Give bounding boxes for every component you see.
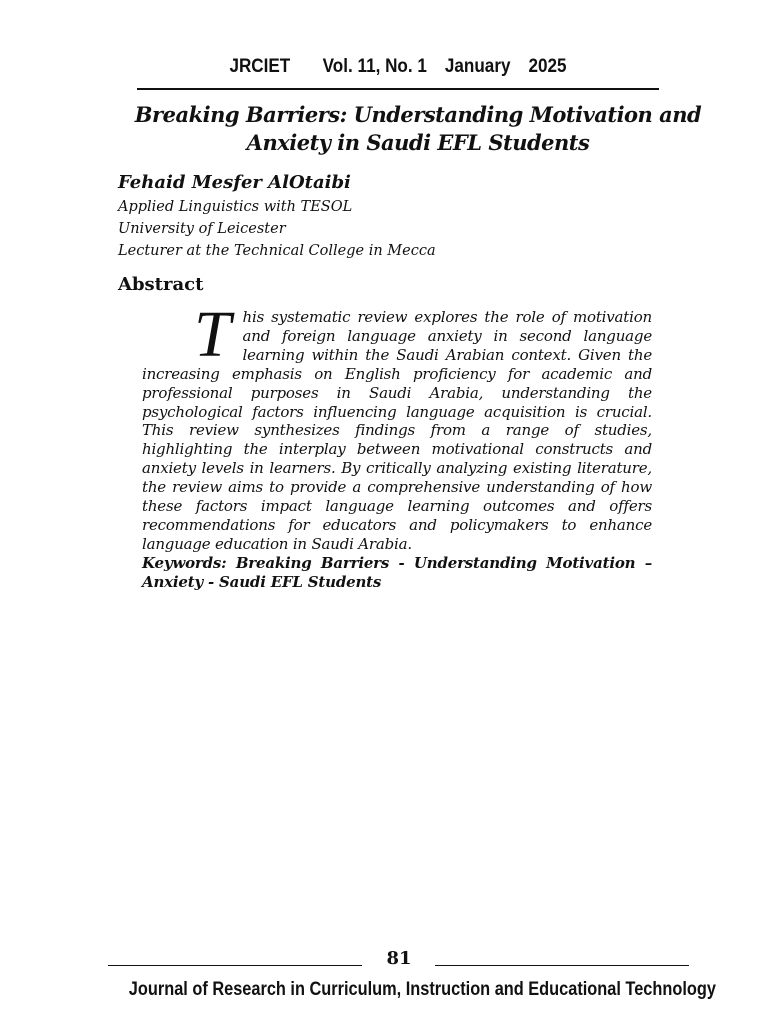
abstract-heading: Abstract: [118, 274, 204, 295]
volume-issue: Vol. 11, No. 1: [322, 56, 427, 77]
journal-abbreviation: JRCIET: [229, 56, 291, 77]
article-title-line-1: Breaking Barriers: Understanding Motivation and: [134, 102, 702, 127]
footer-rule-left: [108, 965, 362, 966]
author-affiliation-position: Lecturer at the Technical College in Mecca: [118, 243, 436, 259]
keywords: Keywords: Breaking Barriers - Understanding Motivation – Anxiety - Saudi EFL Students: [142, 553, 652, 591]
article-title-line-2: Anxiety in Saudi EFL Students: [246, 130, 590, 155]
issue-month: January: [444, 56, 511, 77]
abstract-text: his systematic review explores the role of motivation and foreign language anxiety in second language learning within the Saudi Arabian context. Given the increasing emphasis on English proficiency for academic and professional purposes in Saudi Arabia, understanding the psychological factors influencing language acquisition is crucial. This review synthesizes findings from a range of studies, highlighting the interplay between motivational constructs and anxiety levels in learners. By critically analyzing existing literature, the review aims to provide a comprehensive understanding of how these factors impact language learning outcomes and offers recommendations for educators and policymakers to enhance language education in Saudi Arabia.: [142, 308, 652, 553]
issue-year: 2025: [528, 56, 567, 77]
drop-cap: T: [194, 298, 231, 371]
author-name: Fehaid Mesfer AlOtaibi: [118, 172, 351, 193]
page-number: 81: [386, 948, 412, 969]
author-affiliation-university: University of Leicester: [118, 221, 286, 237]
abstract-body: [142, 298, 652, 592]
footer-rule-right: [435, 965, 689, 966]
footer-journal-name: Journal of Research in Curriculum, Instruction and Educational Technology: [128, 979, 716, 1000]
running-header: [137, 56, 659, 90]
article-title: [108, 101, 728, 157]
author-affiliation-program: Applied Linguistics with TESOL: [118, 199, 353, 215]
